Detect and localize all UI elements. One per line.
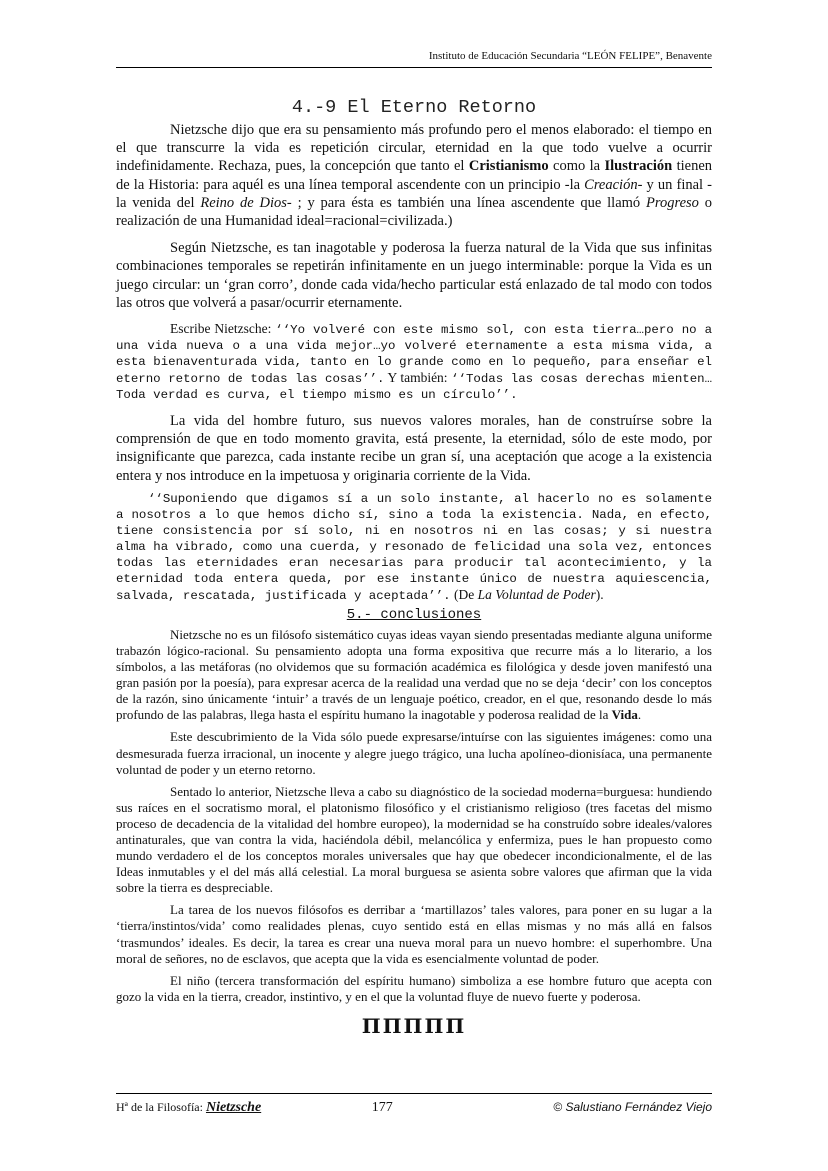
page-footer: [116, 1093, 712, 1116]
p1-bold-cristianismo: Cristianismo: [468, 158, 549, 175]
footer-copyright: © Salustiano Fernández Viejo: [553, 1100, 712, 1114]
paragraph-3: [116, 321, 712, 403]
footer-subject: Hª de la Filosofía:: [116, 1100, 206, 1114]
c1-bold-vida: Vida: [611, 707, 638, 723]
p3-quote-2: ‘‘Todas las cosas derechas mienten…Toda verdad es curva, el tiempo mismo es un círculo’’.: [116, 372, 713, 403]
p1-text-e: tienen de la Historia: para aquél es una línea temporal ascendente con un principio -la: [116, 158, 713, 193]
conclusion-1: [116, 627, 712, 724]
paragraph-5: [116, 491, 712, 604]
conclusion-5: El niño (tercera transformación del espíritu humano) simboliza a ese hombre futuro que acepta con gozo la vida en la tierra, creador, instintivo, y en el que la voluntad fluye de nuevo fuerte y poderosa.: [116, 972, 712, 1004]
page-number: 177: [371, 1100, 393, 1115]
ornament-divider: ΠΠΠΠΠ: [361, 1013, 467, 1038]
c1-end: .: [637, 707, 642, 723]
p1-text-g: - y un final -la venida del: [116, 176, 712, 211]
p1-bold-ilustracion: Ilustración: [604, 158, 673, 175]
footer-left: [116, 1100, 261, 1116]
p1-italic-creacion: Creación: [584, 176, 638, 193]
footer-author-name: Nietzsche: [205, 1100, 262, 1115]
p3-intro: Escribe Nietzsche:: [170, 321, 276, 337]
conclusion-2: Este descubrimiento de la Vida sólo puede expresarse/intuírse con las siguientes imágenes: como una desmesurada fuerza irracional, un inocente y alegre juego trágico, una lucha apolíneo-dionisíaca, una permanente voluntad de poder y un eterno retorno.: [116, 729, 712, 777]
p5-quote: ‘‘Suponiendo que digamos sí a un solo instante, al hacerlo no es solamente a nosotros a lo que hemos dicho sí, sino a toda la existencia. Nada, en efecto, tiene consistencia por sí solo, ni en nosotros ni en las cosas; y si nuestra alma ha vibrado, como una cuerda, y resonado de felicidad una sola vez, entonces todas las eternidades eran necesarias para producir tal acontecimiento, y la eternidad toda entera queda, por ese instante único de nuestra aquiescencia, salvada, rescatada, justificada y aceptada’’.: [116, 491, 712, 603]
p1-text-k: o realización de una Humanidad ideal=racional=civilizada.): [116, 194, 713, 230]
p1-text-a: Nietzsche dijo que era su pensamiento más profundo pero el menos elaborado: el tiempo en el que transcurre la vida es repetición circular, eternidad en la que todo vuelve a ocurrir indefinidamente. Rechaza, pues, la concepción que tanto el: [116, 122, 712, 175]
conclusion-4: La tarea de los nuevos filósofos es derribar a ‘martillazos’ tales valores, para poner en su lugar a la ‘tierra/instintos/vida’ como realidades plenas, cuyo sentido está en ellas mismas y no más allá en falsos ‘trasmundos’ ideales. Es decir, la tarea es crear una nueva moral para un nuevo hombre: el superhombre. Una moral de señores, no de esclavos, que acepta que la vida es esencialmente voluntad de poder.: [116, 902, 712, 966]
p3-quote-1: ‘‘Yo volveré con este mismo sol, con esta tierra…pero no a una vida nueva o a una vida mejor…yo volveré eternamente a esta misma vida, a esta bienaventurada vida, tanto en lo grande como en lo pequeño, para enseñar el eterno retorno de todas las cosas’’.: [116, 323, 713, 387]
paragraph-2: Según Nietzsche, es tan inagotable y poderosa la fuerza natural de la Vida que sus infinitas combinaciones temporales se repetirán infinitamente en un juego interminable: porque la Vida es un juego circular: un ‘gran corro’, donde cada vida/hecho particular está enlazado de tal modo con todos las otros que volverá a pasar/ocurrir eternamente.: [116, 240, 712, 311]
page-header: [116, 50, 712, 68]
p5-source-title: La Voluntad de Poder: [477, 586, 596, 602]
p1-text-i: - ; y para ésta es también una línea ascendente que llamó: [286, 194, 647, 211]
p1-italic-reino: Reino de Dios: [200, 194, 287, 211]
p5-source-prefix: (De: [450, 586, 478, 602]
paragraph-4: La vida del hombre futuro, sus nuevos valores morales, han de construírse sobre la comprensión de que en todo momento gravita, está presente, la eternidad, sólo de este modo, por insignificante que parezca, cada instante recibe un gran sí, una aceptación que acoge a la existencia entera y nos introduce en la impetuosa y originaria corriente de la Vida.: [116, 413, 712, 484]
subsection-title: [116, 607, 712, 623]
subsection-title-text: 5.- conclusiones: [346, 606, 482, 623]
p1-italic-progreso: Progreso: [646, 194, 699, 211]
p5-source-suffix: ).: [595, 586, 604, 602]
paragraph-1: [116, 121, 712, 230]
conclusion-3: Sentado lo anterior, Nietzsche lleva a cabo su diagnóstico de la sociedad moderna=burguesa: hundiendo sus raíces en el socratismo moral, el platonismo filosófico y el cristianismo religioso (tres facetas del mismo proceso de decadencia de la vitalidad del hombre europeo), la modernidad se ha construído sobre ideales/valores antinaturales, que van contra la vida, haciéndola débil, melancólica y enfermiza, pues le han propuesto como mundo verdadero el de los conceptos morales universales que hay que obedecer incondicionalmente, el de las Ideas inmutables y el del más allá celestial. La moral burguesa se asienta sobre valores que afirman que la vida sobre la tierra es despreciable.: [116, 783, 712, 896]
p3-also: Y también:: [384, 370, 452, 386]
page-content: [116, 96, 712, 1038]
p1-text-c: como la: [548, 158, 605, 175]
c1-text: Nietzsche no es un filósofo sistemático cuyas ideas vayan siendo presentadas mediante alguna uniforme trabazón lógico-racional. Su pensamiento adopta una forma expositiva que recurre más a lo literario, a los símbolos, a las metáforas (no olvidemos que su formación académica es filológica y desde joven manifestó una gran pasión por la poesía), para expresar acerca de la realidad una verdad que no se deja ‘decir’ con los conceptos de la razón, sino únicamente ‘intuir’ a través de un lenguaje poético, creador, en el que, resonando desde lo más profundo de las palabras, llega hasta el espíritu humano la inagotable y poderosa realidad de la: [116, 626, 712, 723]
header-text: Instituto de Educación Secundaria “LEÓN FELIPE”, Benavente: [428, 50, 712, 62]
section-title: 4.-9 El Eterno Retorno: [291, 97, 537, 118]
